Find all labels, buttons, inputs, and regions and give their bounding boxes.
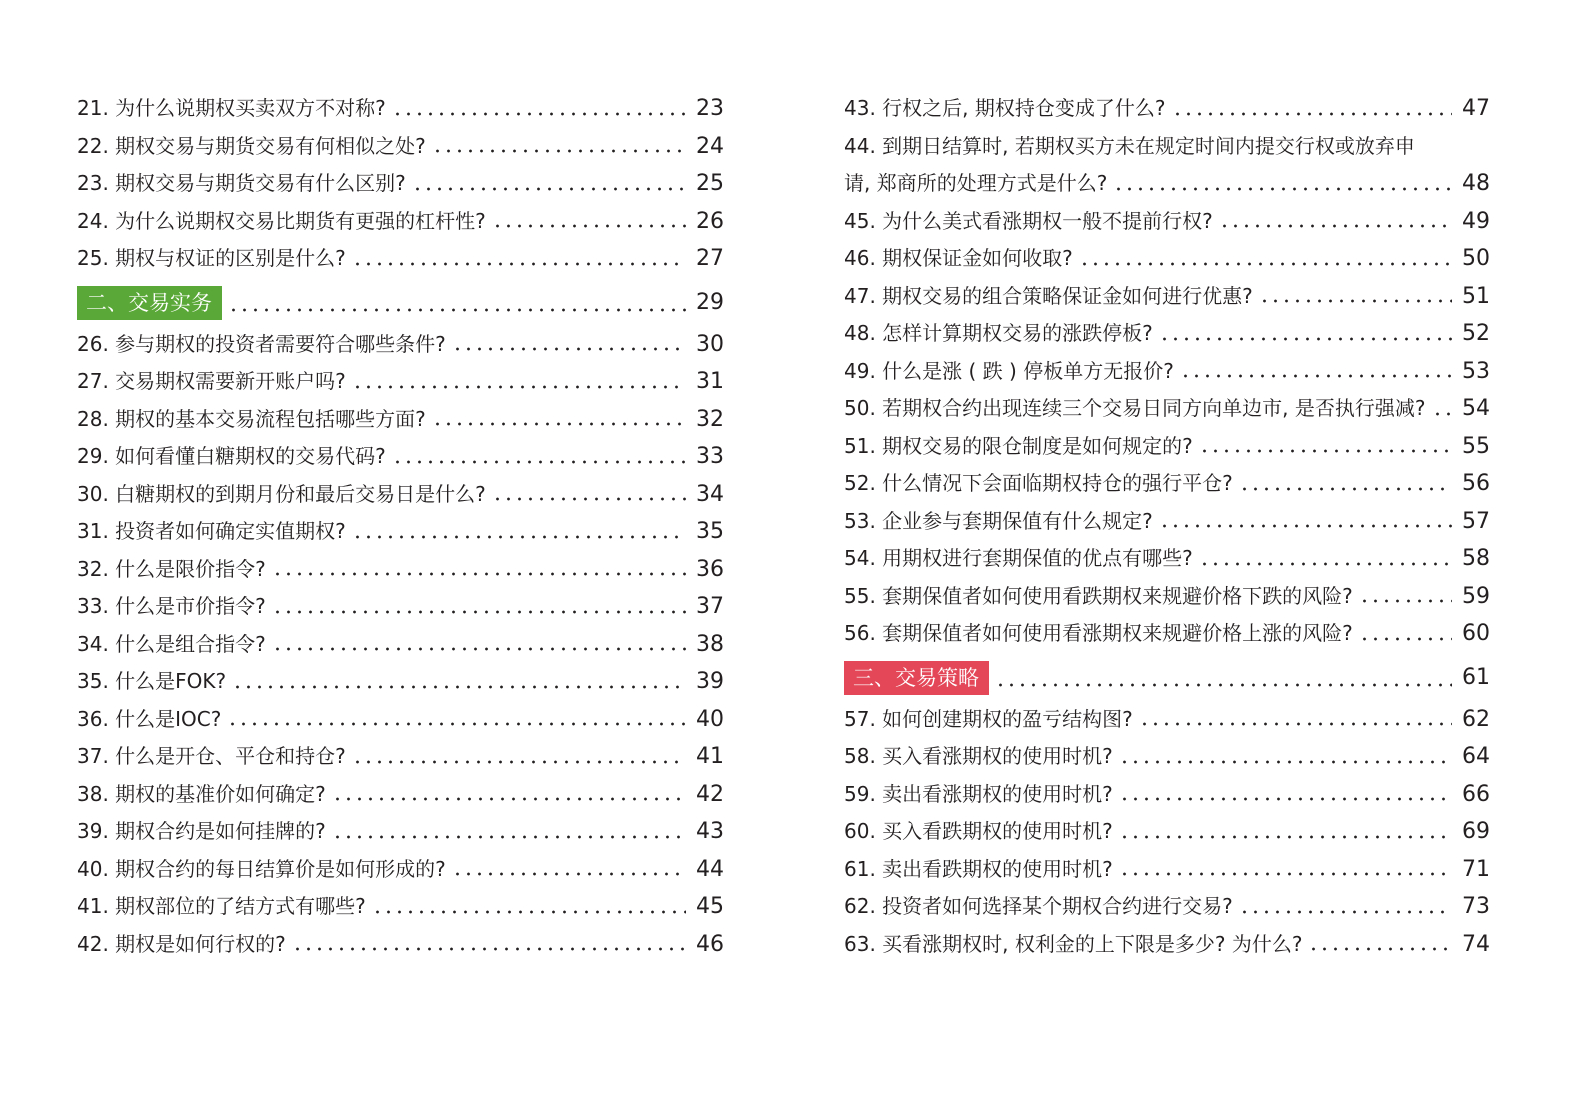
toc-entry[interactable]: [844, 240, 1490, 278]
toc-entry[interactable]: [77, 701, 724, 739]
toc-page-number: 58: [1462, 546, 1490, 571]
toc-entry[interactable]: [844, 203, 1490, 241]
toc-entry[interactable]: [844, 315, 1490, 353]
toc-entry-title: 24. 为什么说期权交易比期货有更强的杠杆性?: [77, 208, 486, 233]
toc-entry-title: 30. 白糖期权的到期月份和最后交易日是什么?: [77, 481, 486, 506]
toc-right-column: [844, 90, 1490, 963]
toc-entry[interactable]: [844, 615, 1490, 653]
toc-section-3[interactable]: [844, 656, 1490, 700]
leader-dots: [392, 99, 686, 123]
toc-entry[interactable]: [844, 926, 1490, 964]
toc-entry-title-line2: 请, 郑商所的处理方式是什么?: [844, 171, 1108, 195]
toc-entry[interactable]: [844, 90, 1490, 128]
leader-dots: [432, 409, 686, 433]
toc-entry[interactable]: [844, 503, 1490, 541]
toc-page-number: 41: [696, 744, 724, 769]
leader-dots: [452, 859, 686, 883]
toc-page-number: 38: [696, 631, 724, 657]
toc-page-number: 48: [1462, 171, 1490, 196]
toc-entry-title: 37. 什么是开仓、平仓和持仓?: [77, 744, 346, 768]
toc-page-number: 44: [696, 856, 724, 882]
toc-page-number: 32: [696, 406, 724, 432]
toc-page-number: 53: [1462, 358, 1490, 384]
leader-dots: [352, 522, 686, 546]
toc-entry[interactable]: [77, 203, 724, 241]
toc-page-number: 55: [1462, 433, 1490, 459]
toc-page-number: 46: [696, 931, 724, 957]
leader-dots: [1239, 897, 1452, 921]
leader-dots: [272, 597, 686, 621]
toc-page-number: 40: [696, 706, 724, 732]
toc-page-number: 36: [696, 556, 724, 582]
leader-dots: [412, 174, 686, 198]
leader-dots: [1239, 474, 1452, 498]
toc-entry-title: 35. 什么是FOK?: [77, 669, 227, 693]
toc-entry[interactable]: [844, 701, 1490, 739]
leader-dots: [1219, 211, 1452, 235]
toc-left-column: [77, 90, 724, 963]
section-badge[interactable]: 二、交易实务: [77, 286, 222, 320]
toc-page-number: 39: [696, 669, 724, 694]
toc-entry-title: 27. 交易期权需要新开账户吗?: [77, 369, 346, 393]
leader-dots: [392, 447, 686, 471]
toc-entry-title: 26. 参与期权的投资者需要符合哪些条件?: [77, 331, 446, 356]
toc-entry[interactable]: [844, 390, 1490, 428]
toc-entry[interactable]: [77, 326, 724, 364]
toc-page-number: 45: [696, 894, 724, 919]
toc-entry[interactable]: [844, 578, 1490, 616]
leader-dots: [332, 784, 686, 808]
leader-dots: [332, 822, 686, 846]
toc-page-number: 56: [1462, 471, 1490, 496]
toc-page-number: 60: [1462, 621, 1490, 646]
toc-entry[interactable]: [77, 476, 724, 514]
toc-entry-title: 38. 期权的基准价如何确定?: [77, 781, 326, 806]
toc-entry-title: 36. 什么是IOC?: [77, 706, 222, 731]
toc-page-number: 35: [696, 519, 724, 544]
toc-entry[interactable]: [77, 240, 724, 278]
toc-page-number: 57: [1462, 508, 1490, 534]
toc-page-number: 42: [696, 781, 724, 807]
toc-entry-title-line1: 44. 到期日结算时, 若期权买方未在规定时间内提交行权或放弃申: [844, 133, 1415, 158]
toc-entry-title: 56. 套期保值者如何使用看涨期权来规避价格上涨的风险?: [844, 621, 1353, 645]
toc-entry[interactable]: [77, 90, 724, 128]
toc-entry-title: 43. 行权之后, 期权持仓变成了什么?: [844, 96, 1166, 120]
toc-entry[interactable]: [844, 813, 1490, 851]
toc-group-left-after: [77, 326, 724, 964]
leader-dots: [432, 136, 686, 160]
leader-dots: [1180, 361, 1452, 385]
toc-entry-title: 23. 期权交易与期货交易有什么区别?: [77, 171, 406, 195]
toc-entry-title: 47. 期权交易的组合策略保证金如何进行优惠?: [844, 283, 1253, 308]
toc-entry-title: 58. 买入看涨期权的使用时机?: [844, 744, 1113, 768]
toc-entry[interactable]: [77, 551, 724, 589]
toc-page-number: 30: [696, 331, 724, 357]
toc-entry-title: 28. 期权的基本交易流程包括哪些方面?: [77, 406, 426, 431]
leader-dots: [272, 634, 686, 658]
toc-entry-title: 48. 怎样计算期权交易的涨跌停板?: [844, 321, 1153, 345]
leader-dots: [1119, 747, 1452, 771]
leader-dots: [1159, 511, 1452, 535]
toc-page-number: 66: [1462, 781, 1490, 807]
toc-page-number: 49: [1462, 208, 1490, 234]
leader-dots: [352, 747, 686, 771]
toc-entry[interactable]: [77, 363, 724, 401]
leader-dots: [352, 249, 686, 273]
toc-entry-title: 40. 期权合约的每日结算价是如何形成的?: [77, 856, 446, 881]
toc-entry[interactable]: [77, 626, 724, 664]
toc-page-number: 25: [696, 171, 724, 196]
toc-page-number: 29: [696, 290, 724, 315]
toc-entry[interactable]: [77, 813, 724, 851]
toc-entry-title: 63. 买看涨期权时, 权利金的上下限是多少? 为什么?: [844, 931, 1303, 956]
toc-group-right-after: [844, 701, 1490, 964]
leader-dots: [995, 670, 1452, 694]
toc-page-number: 61: [1462, 665, 1490, 690]
toc-page-number: 47: [1462, 96, 1490, 121]
toc-page-number: 23: [696, 96, 724, 121]
toc-entry[interactable]: [77, 128, 724, 166]
toc-page-number: 52: [1462, 321, 1490, 346]
toc-page-number: 37: [696, 594, 724, 619]
toc-entry[interactable]: [77, 776, 724, 814]
toc-entry-title: 21. 为什么说期权买卖双方不对称?: [77, 96, 386, 120]
toc-page-number: 50: [1462, 246, 1490, 271]
leader-dots: [228, 295, 686, 319]
toc-entry-title: 33. 什么是市价指令?: [77, 594, 266, 618]
toc-entry-title: 61. 卖出看跌期权的使用时机?: [844, 856, 1113, 881]
toc-group-right-before: [844, 203, 1490, 653]
toc-entry-title: 52. 什么情况下会面临期权持仓的强行平仓?: [844, 471, 1233, 495]
toc-page-number: 73: [1462, 894, 1490, 919]
toc-entry[interactable]: [844, 428, 1490, 466]
toc-page-number: 43: [696, 819, 724, 844]
toc-page-number: 31: [696, 369, 724, 394]
toc-entry-title: 49. 什么是涨 ( 跌 ) 停板单方无报价?: [844, 358, 1174, 383]
leader-dots: [1432, 399, 1453, 423]
toc-page-number: 69: [1462, 819, 1490, 844]
leader-dots: [1359, 624, 1452, 648]
leader-dots: [1119, 822, 1452, 846]
leader-dots: [1199, 549, 1452, 573]
toc-entry-title: 60. 买入看跌期权的使用时机?: [844, 819, 1113, 843]
leader-dots: [292, 934, 686, 958]
toc-page-number: 71: [1462, 856, 1490, 882]
toc-page-number: 34: [696, 481, 724, 507]
toc-page-number: 33: [696, 444, 724, 469]
leader-dots: [1172, 99, 1453, 123]
toc-page-number: 74: [1462, 931, 1490, 957]
leader-dots: [272, 559, 686, 583]
toc-entry[interactable]: [844, 128, 1490, 203]
leader-dots: [1359, 586, 1452, 610]
toc-entry[interactable]: [844, 888, 1490, 926]
toc-entry[interactable]: [77, 738, 724, 776]
leader-dots: [1079, 249, 1452, 273]
toc-entry-title: 29. 如何看懂白糖期权的交易代码?: [77, 444, 386, 468]
toc-entry[interactable]: [77, 926, 724, 964]
toc-page-number: 54: [1462, 396, 1490, 421]
toc-entry[interactable]: [77, 663, 724, 701]
leader-dots: [1259, 286, 1452, 310]
toc-page-number: 62: [1462, 706, 1490, 732]
toc-entry[interactable]: [77, 165, 724, 203]
toc-entry-title: 59. 卖出看涨期权的使用时机?: [844, 781, 1113, 806]
toc-entry-line2: [844, 165, 1490, 203]
leader-dots: [1159, 324, 1452, 348]
toc-page-number: 51: [1462, 283, 1490, 309]
leader-dots: [227, 709, 686, 733]
toc-entry[interactable]: [844, 540, 1490, 578]
leader-dots: [372, 897, 686, 921]
toc-entry-title: 54. 用期权进行套期保值的优点有哪些?: [844, 546, 1193, 570]
leader-dots: [492, 484, 686, 508]
toc-entry[interactable]: [77, 588, 724, 626]
toc-entry[interactable]: [77, 438, 724, 476]
toc-entry-title: 46. 期权保证金如何收取?: [844, 246, 1073, 270]
toc-entry-title: 45. 为什么美式看涨期权一般不提前行权?: [844, 208, 1213, 233]
toc-entry-title: 25. 期权与权证的区别是什么?: [77, 246, 346, 270]
toc-entry[interactable]: [77, 888, 724, 926]
toc-entry[interactable]: [844, 465, 1490, 503]
toc-entry-title: 57. 如何创建期权的盈亏结构图?: [844, 706, 1133, 731]
toc-entry[interactable]: [844, 776, 1490, 814]
toc-entry-title: 62. 投资者如何选择某个期权合约进行交易?: [844, 894, 1233, 918]
toc-entry[interactable]: [844, 353, 1490, 391]
leader-dots: [352, 372, 686, 396]
leader-dots: [1119, 859, 1452, 883]
toc-page-number: 64: [1462, 744, 1490, 769]
toc-page-number: 27: [696, 246, 724, 271]
toc-entry-title: 51. 期权交易的限仓制度是如何规定的?: [844, 433, 1193, 458]
leader-dots: [452, 334, 686, 358]
toc-entry[interactable]: [844, 738, 1490, 776]
toc-entry-title: 41. 期权部位的了结方式有哪些?: [77, 894, 366, 918]
toc-entry-title: 42. 期权是如何行权的?: [77, 931, 286, 956]
toc-entry-title: 53. 企业参与套期保值有什么规定?: [844, 508, 1153, 533]
leader-dots: [492, 211, 686, 235]
toc-group-left-before: [77, 90, 724, 278]
toc-entry-title: 32. 什么是限价指令?: [77, 556, 266, 581]
toc-page-number: 26: [696, 208, 724, 234]
toc-entry-title: 34. 什么是组合指令?: [77, 631, 266, 656]
leader-dots: [232, 672, 686, 696]
toc-page-number: 59: [1462, 583, 1490, 609]
toc-entry[interactable]: [844, 851, 1490, 889]
toc-entry[interactable]: [77, 401, 724, 439]
toc-entry-title: 39. 期权合约是如何挂牌的?: [77, 819, 326, 843]
toc-page-number: 24: [696, 133, 724, 159]
toc-entry[interactable]: [844, 278, 1490, 316]
leader-dots: [1113, 174, 1452, 198]
leader-dots: [1199, 436, 1452, 460]
toc-entry-title: 55. 套期保值者如何使用看跌期权来规避价格下跌的风险?: [844, 583, 1353, 608]
leader-dots: [1119, 784, 1452, 808]
leader-dots: [1308, 934, 1452, 958]
leader-dots: [1139, 709, 1452, 733]
toc-entry[interactable]: [77, 513, 724, 551]
section-badge[interactable]: 三、交易策略: [844, 661, 989, 695]
toc-entry-title: 31. 投资者如何确定实值期权?: [77, 519, 346, 543]
toc-entry[interactable]: [77, 851, 724, 889]
toc-entry-title: 22. 期权交易与期货交易有何相似之处?: [77, 133, 426, 158]
toc-section-2[interactable]: [77, 281, 724, 325]
toc-entry-title: 50. 若期权合约出现连续三个交易日同方向单边市, 是否执行强减?: [844, 396, 1426, 420]
